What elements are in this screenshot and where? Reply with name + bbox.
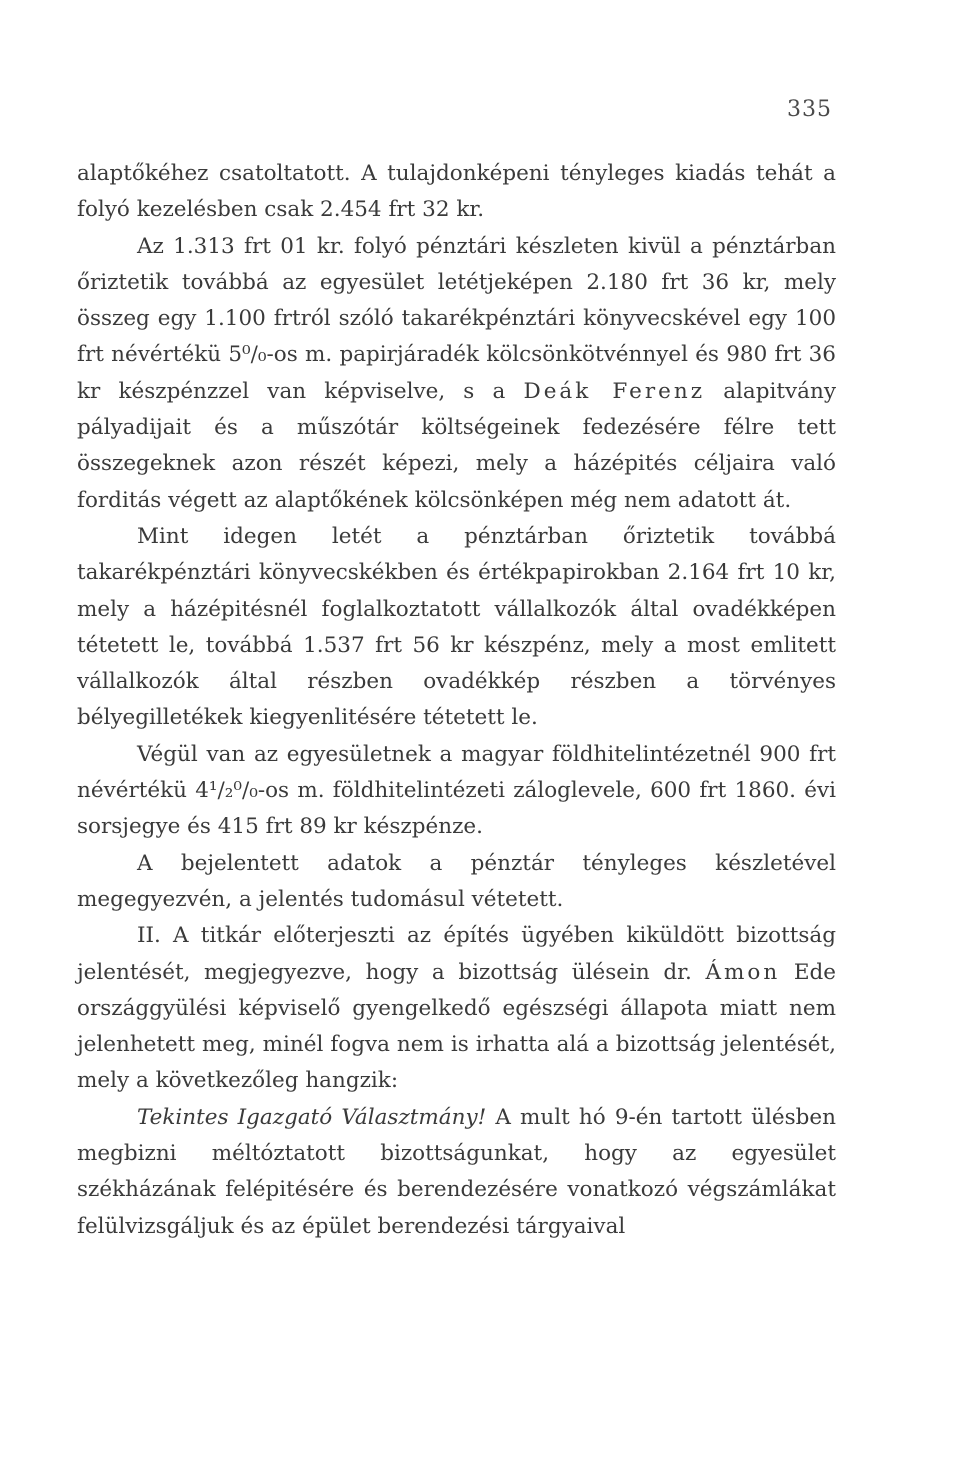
text-segment: alapitvány pályadijait és a műszótár költségeinek fedezésére félre tett összegeknek azon részét képezi, mely a házépités céljaira való forditás végett az alaptőkének kölcsönképen még nem adatott át. (77, 378, 836, 513)
paragraph (77, 229, 836, 519)
spaced-name: Ámon (705, 959, 781, 985)
paragraph (77, 519, 836, 737)
paragraph (77, 1100, 836, 1245)
text-segment: A bejelentett adatok a pénztár tényleges készletével megegyezvén, a jelentés tudomásul vétetett. (77, 850, 836, 912)
body-text (77, 156, 836, 1245)
page-number: 335 (787, 97, 832, 122)
paragraph (77, 156, 836, 229)
text-segment: A mult hó 9-én tartott ülésben megbizni méltóztatott bizottságunkat, hogy az egyesület székházának felépitésére és berendezésére vonatkozó végszámlákat felülvizsgáljuk és az épület berendezési tárgyaival (77, 1104, 836, 1239)
paragraph (77, 918, 836, 1099)
spaced-name: Deák Ferenz (523, 378, 706, 404)
text-segment: alaptőkéhez csatoltatott. A tulajdonképeni tényleges kiadás tehát a folyó kezelésben csak 2.454 frt 32 kr. (77, 161, 836, 223)
paragraph (77, 737, 836, 846)
text-segment: Az 1.313 frt 01 kr. folyó pénztári készleten kivül a pénztárban őriztetik továbbá az egyesület letétjeképen 2.180 frt 36 kr, mely összeg egy 1.100 frtról szóló takarékpénztári könyvecskével egy 100 frt névértékü 5⁰/₀-os m. papirjáradék kölcsönkötvénnyel és 980 frt 36 kr készpénzzel van képviselve, s a (77, 233, 836, 404)
italic-salutation: Tekintes Igazgató Választmány! (137, 1104, 487, 1130)
text-segment: Végül van az egyesületnek a magyar földhitelintézetnél 900 frt névértékü 4¹/₂⁰/₀-os m. földhitelintézeti záloglevele, 600 frt 1860. évi sorsjegye és 415 frt 89 kr készpénze. (77, 741, 836, 840)
text-segment: Ede országgyülési képviselő gyengelkedő egészségi állapota miatt nem jelenhetett meg, minél fogva nem is irhatta alá a bizottság jelentését, mely a következőleg hangzik: (77, 959, 837, 1094)
paragraph (77, 846, 836, 919)
text-segment: II. A titkár előterjeszti az építés ügyében kiküldött bizottság jelentését, megjegyezve, hogy a bizottság ülésein dr. (77, 923, 836, 985)
text-segment: Mint idegen letét a pénztárban őriztetik továbbá takarékpénztári könyvecskékben és értékpapirokban 2.164 frt 10 kr, mely a házépitésnél foglalkoztatott vállalkozók által ovadékképen tétetett le, továbbá 1.537 frt 56 kr készpénz, mely a most emlitett vállalkozók által részben ovadékkép részben a törvényes bélyegilletékek kiegyenlitésére tétetett le. (77, 523, 836, 731)
